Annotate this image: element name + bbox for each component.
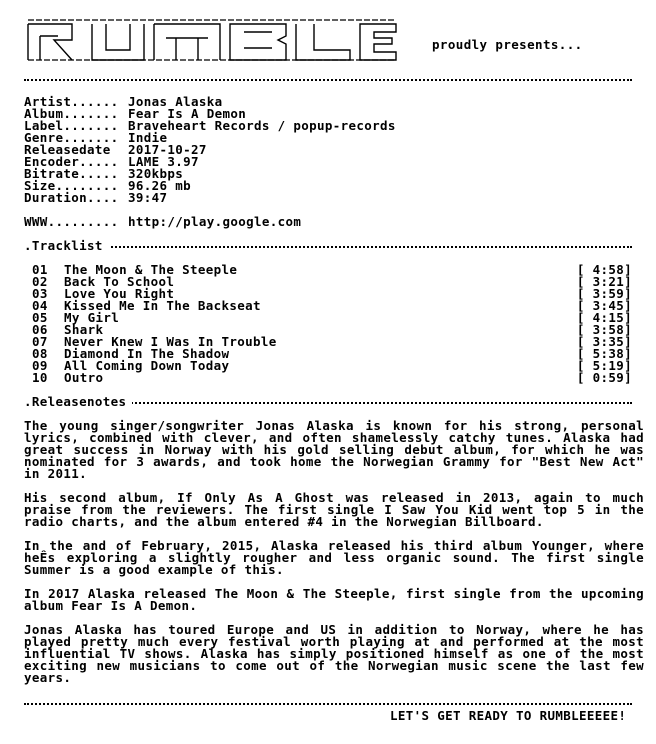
www-link[interactable]: http://play.google.com [128,214,302,229]
divider [24,79,632,83]
track-duration: [ 0:59] [576,370,632,385]
info-key: Size........ [24,178,119,193]
track-row [24,372,632,384]
info-value: 39:47 [128,190,168,205]
track-number: 05 [32,310,48,325]
info-row-www [24,216,396,228]
info-key: Artist...... [24,94,119,109]
info-row-duration [24,192,396,204]
track-duration: [ 3:45] [576,298,632,313]
info-value: LAME 3.97 [128,154,199,169]
track-number: 03 [32,286,48,301]
track-number: 02 [32,274,48,289]
track-duration: [ 3:58] [576,322,632,337]
track-number: 01 [32,262,48,277]
info-key: Encoder..... [24,154,119,169]
track-number: 08 [32,346,48,361]
track-number: 09 [32,358,48,373]
tracklist [24,264,632,384]
notes-paragraph: His second album, If Only As A Ghost was released in 2013, again to much praise from the reviewers. The first single I Saw You Kid went top 5 in the radio charts, and the album entered #4 in the Norwegian Billboard. [24,490,644,529]
track-number: 10 [32,370,48,385]
track-number: 07 [32,334,48,349]
info-value: 96.26 mb [128,178,192,193]
track-title: Kissed Me In The Backseat [64,298,261,313]
presents-text: proudly presents... [432,37,583,52]
info-key: Duration.... [24,190,119,205]
track-title: Never Knew I Was In Trouble [64,334,277,349]
track-title: Love You Right [64,286,175,301]
track-number: 04 [32,298,48,313]
info-key: Label....... [24,118,119,133]
track-title: Outro [64,370,104,385]
logo-art [24,16,404,64]
info-value: Braveheart Records / popup-records [128,118,396,133]
track-duration: [ 4:15] [576,310,632,325]
info-value: Fear Is A Demon [128,106,247,121]
track-duration: [ 5:19] [576,358,632,373]
footer-text: LET'S GET READY TO RUMBLEEEEE! [390,708,627,723]
track-duration: [ 4:58] [576,262,632,277]
track-number: 06 [32,322,48,337]
notes-paragraph: In 2017 Alaska released The Moon & The Steeple, first single from the upcoming album Fear Is A Demon. [24,586,644,613]
info-value: Indie [128,130,168,145]
rumble-ascii-logo [24,16,404,64]
notes-paragraph: In the and of February, 2015, Alaska released his third album Younger, where heÊs exploring a slightly rougher and less organic sound. The first single Summer is a good example of this. [24,538,644,577]
track-duration: [ 3:21] [576,274,632,289]
info-value: 320kbps [128,166,184,181]
footer-divider [24,703,632,707]
info-value: Jonas Alaska [128,94,223,109]
track-title: All Coming Down Today [64,358,230,373]
release-info [24,96,396,228]
track-duration: [ 3:59] [576,286,632,301]
track-title: Back To School [64,274,175,289]
tracklist-rule [24,246,632,250]
notes-paragraph: Jonas Alaska has toured Europe and US in addition to Norway, where he has played pretty much every festival worth playing at and performed at the most influential TV shows. Alaska has simply positioned himself as one of the most exciting new musicians to come out of the Norwegian music scene the last few years. [24,622,644,685]
info-value: 2017-10-27 [128,142,207,157]
track-row [24,312,632,324]
track-title: The Moon & The Steeple [64,262,238,277]
track-title: My Girl [64,310,120,325]
releasenotes-heading: .Releasenotes [24,396,132,408]
info-key: Releasedate [24,142,111,157]
info-key: Genre....... [24,130,119,145]
track-duration: [ 3:35] [576,334,632,349]
notes-paragraph: The young singer/songwriter Jonas Alaska is known for his strong, personal lyrics, combined with clever, and often shamelessly catchy tunes. Alaska had great success in Norway with his gold selling debut album, for which he was nominated for 3 awards, and took home the Norwegian Grammy for "Best New Act" in 2011. [24,418,644,481]
track-duration: [ 5:38] [576,346,632,361]
info-key: Album....... [24,106,119,121]
track-row [24,360,632,372]
info-key: Bitrate..... [24,166,119,181]
track-title: Diamond In The Shadow [64,346,230,361]
release-notes [24,420,644,696]
info-key: WWW......... [24,214,119,229]
tracklist-heading: .Tracklist [24,240,109,252]
track-title: Shark [64,322,104,337]
